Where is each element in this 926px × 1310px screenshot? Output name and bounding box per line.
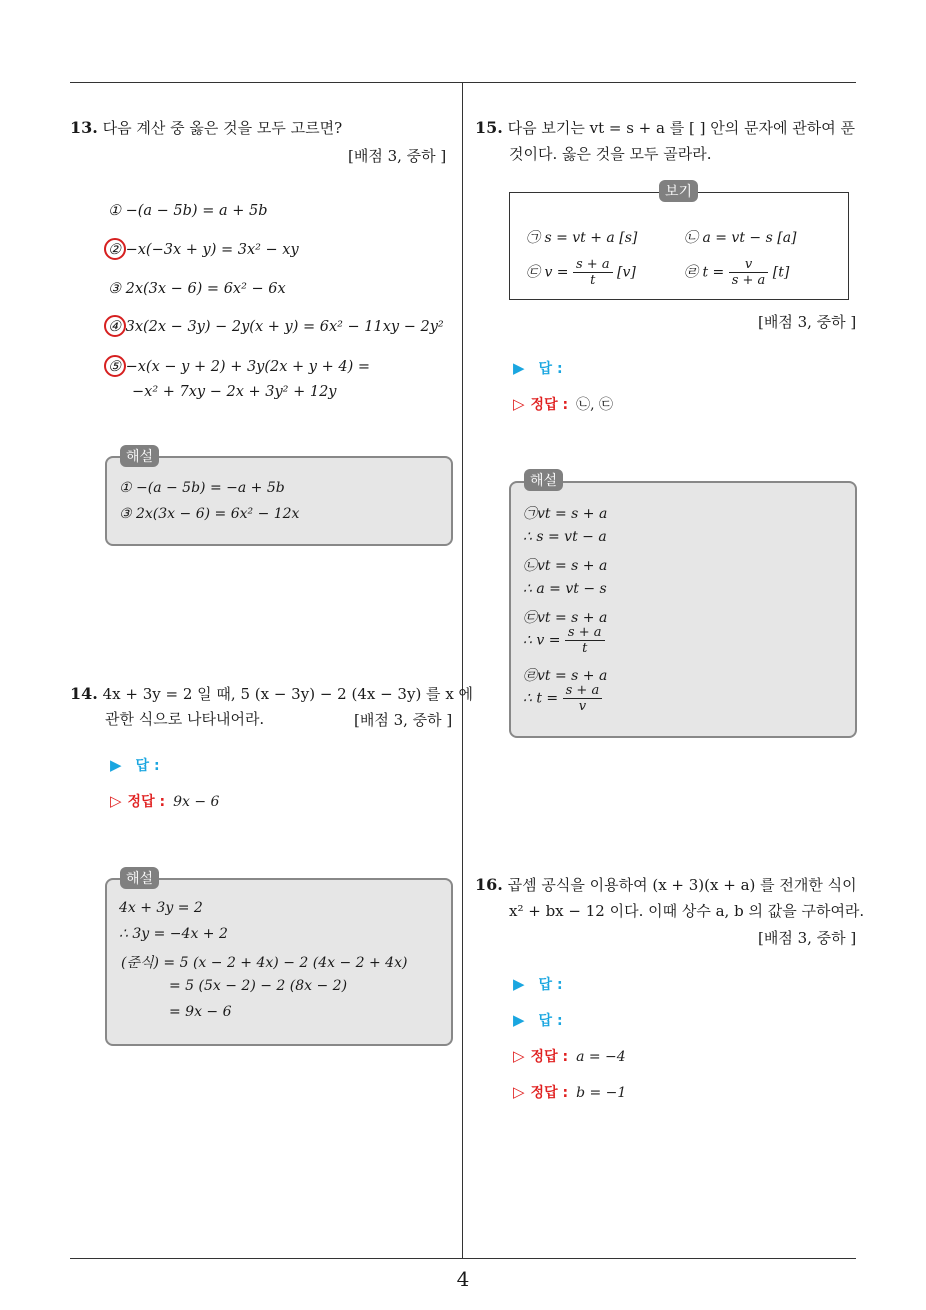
q15-explain-line: ㉣vt = s + a bbox=[523, 668, 608, 684]
top-rule bbox=[70, 82, 856, 83]
fraction: $\frac{s + a}{t}$ bbox=[573, 257, 613, 288]
q16-correct-a: a = −4 bbox=[576, 1049, 626, 1065]
outline-triangle-icon: ▷ bbox=[110, 792, 122, 810]
q15-explain-fraction-2: ∴ t = $\frac{s + a}{v}$ bbox=[523, 683, 602, 714]
fraction: $\frac{v}{s + a}$ bbox=[729, 257, 769, 288]
q15-example-a: ㉠ s = vt + a [s] bbox=[526, 230, 638, 246]
q14-number: 14. bbox=[70, 684, 98, 703]
q14-text-2: 관한 식으로 나타내어라. bbox=[105, 710, 265, 728]
bottom-rule bbox=[70, 1258, 856, 1259]
q15-example-c: ㉢ v = $\frac{s + a}{t}$ [v] bbox=[526, 257, 636, 288]
q15-correct-value: ㉡, ㉢ bbox=[576, 397, 613, 413]
q13-option-4[interactable]: ④ 3x(2x − 3y) − 2y(x + y) = 6x² − 11xy − 2y² bbox=[108, 319, 444, 335]
q13-option-1[interactable]: ① −(a − 5b) = a + 5b bbox=[108, 203, 268, 219]
q15-correct-row bbox=[513, 394, 613, 414]
q15-explain-line: ㉠vt = s + a bbox=[523, 506, 608, 522]
play-icon: ▶ bbox=[110, 756, 122, 774]
q13-option-3[interactable]: ③ 2x(3x − 6) = 6x² − 6x bbox=[108, 281, 286, 297]
q14-answer-row[interactable] bbox=[110, 755, 160, 775]
q15-answer-row[interactable] bbox=[513, 358, 563, 378]
q15-explain-line: ㉢vt = s + a bbox=[523, 610, 608, 626]
q14-text-1: 4x + 3y = 2 일 때, 5 (x − 3y) − 2 (4x − 3y) 를 x 에 bbox=[102, 685, 474, 703]
q13-option-2[interactable]: ② −x(−3x + y) = 3x² − xy bbox=[108, 242, 299, 258]
q13-explain-line: ① −(a − 5b) = −a + 5b bbox=[119, 480, 285, 496]
q13-meta: [배점 3, 중하 ] bbox=[348, 147, 447, 165]
q14-explain-line: = 9x − 6 bbox=[169, 1004, 232, 1020]
q15-example-tag: 보기 bbox=[659, 180, 698, 202]
q16-text-2: x² + bx − 12 이다. 이때 상수 a, b 의 값을 구하여라. bbox=[509, 902, 865, 920]
q14-correct-row bbox=[110, 791, 219, 811]
fraction: $\frac{s + a}{t}$ bbox=[565, 625, 605, 656]
q14-correct-label: 정답 : bbox=[127, 794, 166, 810]
q13-number: 13. bbox=[70, 118, 98, 137]
q15-stem bbox=[475, 114, 855, 142]
q15-example-b: ㉡ a = vt − s [a] bbox=[684, 230, 797, 246]
q14-correct-value: 9x − 6 bbox=[173, 794, 220, 810]
q16-number: 16. bbox=[475, 875, 503, 894]
outline-triangle-icon: ▷ bbox=[513, 1083, 525, 1101]
q16-correct-label: 정답 : bbox=[530, 1049, 569, 1065]
q15-meta: [배점 3, 중하 ] bbox=[758, 313, 857, 331]
q15-explain-fraction-1: ∴ v = $\frac{s + a}{t}$ bbox=[523, 625, 605, 656]
q13-explanation-tag: 해설 bbox=[120, 445, 159, 467]
q16-answer-row-2[interactable] bbox=[513, 1010, 563, 1030]
q16-correct-b: b = −1 bbox=[576, 1085, 627, 1101]
q15-explain-line: ∴ a = vt − s bbox=[523, 581, 607, 597]
column-divider bbox=[462, 83, 463, 1259]
page-number: 4 bbox=[456, 1267, 470, 1291]
q16-meta: [배점 3, 중하 ] bbox=[758, 929, 857, 947]
q15-example-d: ㉣ t = $\frac{v}{s + a}$ [t] bbox=[684, 257, 790, 288]
fraction: $\frac{s + a}{v}$ bbox=[563, 683, 603, 714]
q15-example-box bbox=[509, 192, 849, 300]
q15-text-2: 것이다. 옳은 것을 모두 골라라. bbox=[509, 145, 712, 163]
q16-answer-row-1[interactable] bbox=[513, 974, 563, 994]
q14-explanation-box bbox=[105, 878, 453, 1046]
q16-stem bbox=[475, 871, 857, 899]
q13-stem bbox=[70, 114, 342, 142]
q14-meta: [배점 3, 중하 ] bbox=[354, 711, 453, 729]
q14-explanation-tag: 해설 bbox=[120, 867, 159, 889]
q16-correct-label: 정답 : bbox=[530, 1085, 569, 1101]
q16-correct-row-b bbox=[513, 1082, 626, 1102]
outline-triangle-icon: ▷ bbox=[513, 1047, 525, 1065]
q15-number: 15. bbox=[475, 118, 503, 137]
q16-answer-label: 답 : bbox=[538, 977, 563, 993]
q15-answer-label: 답 : bbox=[538, 361, 563, 377]
q15-text-1: 다음 보기는 vt = s + a 를 [ ] 안의 문자에 관하여 푼 bbox=[507, 119, 855, 137]
play-icon: ▶ bbox=[513, 359, 525, 377]
play-icon: ▶ bbox=[513, 975, 525, 993]
q14-explain-line: = 5 (5x − 2) − 2 (8x − 2) bbox=[169, 978, 348, 994]
q13-option-5[interactable]: ⑤ −x(x − y + 2) + 3y(2x + y + 4) = bbox=[108, 359, 370, 375]
outline-triangle-icon: ▷ bbox=[513, 395, 525, 413]
q13-text: 다음 계산 중 옳은 것을 모두 고르면? bbox=[102, 119, 343, 137]
q14-explain-line: (준식) = 5 (x − 2 + 4x) − 2 (4x − 2 + 4x) bbox=[121, 955, 408, 971]
q16-text-1: 곱셈 공식을 이용하여 (x + 3)(x + a) 를 전개한 식이 bbox=[507, 876, 857, 894]
q15-correct-label: 정답 : bbox=[530, 397, 569, 413]
q15-explanation-box bbox=[509, 481, 857, 738]
q13-explain-line: ③ 2x(3x − 6) = 6x² − 12x bbox=[119, 506, 300, 522]
q14-explain-line: ∴ 3y = −4x + 2 bbox=[119, 926, 228, 942]
q14-stem bbox=[70, 680, 473, 708]
q15-explain-line: ㉡vt = s + a bbox=[523, 558, 608, 574]
q16-correct-row-a bbox=[513, 1046, 626, 1066]
q13-option-5-continued: −x² + 7xy − 2x + 3y² + 12y bbox=[132, 384, 337, 400]
play-icon: ▶ bbox=[513, 1011, 525, 1029]
q14-answer-label: 답 : bbox=[135, 758, 160, 774]
q13-explanation-box bbox=[105, 456, 453, 546]
q16-answer-label: 답 : bbox=[538, 1013, 563, 1029]
q15-explanation-tag: 해설 bbox=[524, 469, 563, 491]
q15-explain-line: ∴ s = vt − a bbox=[523, 529, 607, 545]
q14-explain-line: 4x + 3y = 2 bbox=[119, 900, 203, 916]
